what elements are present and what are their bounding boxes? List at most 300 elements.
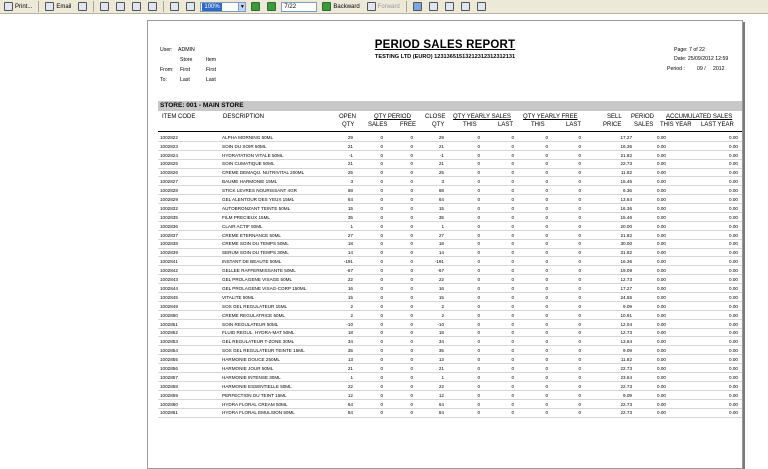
cell-price: 12.73	[620, 277, 632, 283]
disk-icon	[445, 2, 454, 11]
cell-acc-this: 0.00	[729, 392, 738, 398]
cell-yf-last: 0	[578, 303, 581, 309]
cell-price: 21.82	[620, 232, 632, 238]
open-button[interactable]	[427, 1, 440, 13]
cell-sales: 0	[380, 134, 383, 140]
cell-acc-this: 0.00	[729, 303, 738, 309]
zoom-out-button[interactable]	[184, 1, 197, 13]
cell-acc-this: 0.00	[729, 223, 738, 229]
cell-ys-this: 0	[477, 143, 480, 149]
cell-desc: HARMONIE INTENSE 30ML	[222, 374, 281, 380]
cell-open: 22	[347, 383, 353, 389]
arrow-down-icon	[267, 2, 276, 11]
cell-desc: CREME ETERNANCE 50ML	[222, 232, 281, 238]
cell-sales: 0	[380, 392, 383, 398]
cell-period: 0.00	[657, 374, 666, 380]
cell-ys-this: 0	[477, 303, 480, 309]
cell-desc: HYDRA FLORAL CREAM 50ML	[222, 401, 288, 407]
table-row	[158, 222, 742, 231]
cell-yf-last: 0	[578, 143, 581, 149]
cell-ys-last: 0	[511, 321, 514, 327]
cell-sales: 0	[380, 348, 383, 354]
cell-open: 64	[347, 401, 353, 407]
cell-yf-last: 0	[578, 339, 581, 345]
toolbar-separator	[93, 1, 94, 12]
cell-free: 0	[410, 250, 413, 256]
cell-free: 0	[410, 179, 413, 185]
cell-yf-this: 0	[545, 268, 548, 274]
cell-code: 1002857	[160, 374, 178, 380]
cell-open: 2	[350, 303, 353, 309]
cell-ys-last: 0	[511, 383, 514, 389]
cell-price: 17.27	[620, 285, 632, 291]
cell-close: 68	[438, 188, 444, 194]
cell-price: 9.09	[623, 348, 632, 354]
cell-desc: INSTANT DE BEAUTE 50ML	[222, 259, 282, 265]
table-row	[158, 160, 742, 169]
cell-ys-this: 0	[477, 277, 480, 283]
cell-open: 34	[347, 339, 353, 345]
cell-period: 0.00	[657, 161, 666, 167]
cell-period: 0.00	[657, 250, 666, 256]
cell-close: 64	[438, 401, 444, 407]
cell-code: 1002827	[160, 179, 178, 185]
cell-code: 1002826	[160, 170, 178, 176]
cell-yf-this: 0	[545, 374, 548, 380]
cell-free: 0	[410, 152, 413, 158]
cell-open: 22	[347, 277, 353, 283]
cell-period: 0.00	[657, 268, 666, 274]
cell-yf-this: 0	[545, 294, 548, 300]
table-row	[158, 346, 742, 355]
cell-open: 68	[347, 188, 353, 194]
table-row	[158, 275, 742, 284]
cell-free: 0	[410, 383, 413, 389]
cell-acc-this: 0.00	[729, 339, 738, 345]
cell-sales: 0	[380, 339, 383, 345]
cell-yf-this: 0	[545, 401, 548, 407]
cell-sales: 0	[380, 312, 383, 318]
cell-ys-this: 0	[477, 179, 480, 185]
table-row	[158, 355, 742, 364]
cell-ys-this: 0	[477, 241, 480, 247]
cell-desc: SERUM SOIN DU TEMPS 30ML	[222, 250, 289, 256]
cell-free: 0	[410, 321, 413, 327]
cell-free: 0	[410, 303, 413, 309]
cell-acc-this: 0.00	[729, 330, 738, 336]
cell-ys-this: 0	[477, 259, 480, 265]
cell-open: 21	[347, 143, 353, 149]
cell-ys-this: 0	[477, 268, 480, 274]
cell-ys-this: 0	[477, 383, 480, 389]
backward-button[interactable]: Backward	[320, 1, 361, 13]
cell-period: 0.00	[657, 134, 666, 140]
cell-ys-last: 0	[511, 241, 514, 247]
whole-page-button[interactable]	[114, 1, 127, 13]
cell-ys-this: 0	[477, 223, 480, 229]
cell-price: 15.46	[620, 179, 632, 185]
cell-yf-last: 0	[578, 205, 581, 211]
cell-code: 1002852	[160, 330, 178, 336]
cell-code: 1002845	[160, 294, 178, 300]
cell-desc: GEL PROLAGENE VISAGE 50ML	[222, 277, 293, 283]
cell-free: 0	[410, 232, 413, 238]
refresh-icon	[413, 2, 422, 11]
table-row	[158, 302, 742, 311]
cell-close: 64	[438, 197, 444, 203]
cell-yf-this: 0	[545, 312, 548, 318]
cell-code: 1002824	[160, 152, 178, 158]
cell-code: 1002823	[160, 143, 178, 149]
zoom-in-icon	[170, 2, 179, 11]
cell-yf-this: 0	[545, 383, 548, 389]
cell-ys-last: 0	[511, 392, 514, 398]
previous-page-button[interactable]	[249, 1, 262, 13]
cell-yf-last: 0	[578, 170, 581, 176]
cell-ys-last: 0	[511, 205, 514, 211]
print-button[interactable]: Print...	[2, 1, 34, 13]
cell-period: 0.00	[657, 294, 666, 300]
cell-close: 15	[438, 294, 444, 300]
cell-ys-this: 0	[477, 134, 480, 140]
cell-ys-this: 0	[477, 205, 480, 211]
cell-ys-this: 0	[477, 401, 480, 407]
cell-ys-last: 0	[511, 410, 514, 416]
page-width-icon	[100, 2, 109, 11]
cell-code: 1002851	[160, 321, 178, 327]
cell-free: 0	[410, 214, 413, 220]
cell-yf-this: 0	[545, 277, 548, 283]
cell-yf-this: 0	[545, 303, 548, 309]
cell-period: 0.00	[657, 197, 666, 203]
zoom-in-button[interactable]	[168, 1, 181, 13]
table-row	[158, 204, 742, 213]
cell-sales: 0	[380, 179, 383, 185]
cell-acc-this: 0.00	[729, 232, 738, 238]
cell-yf-last: 0	[578, 250, 581, 256]
cell-ys-this: 0	[477, 152, 480, 158]
cell-code: 1002860	[160, 401, 178, 407]
cell-sales: 0	[380, 205, 383, 211]
toolbar-separator	[38, 1, 39, 12]
cell-ys-last: 0	[511, 374, 514, 380]
cell-price: 13.64	[620, 339, 632, 345]
cell-sales: 0	[380, 410, 383, 416]
cell-close: 35	[438, 348, 444, 354]
cell-yf-this: 0	[545, 152, 548, 158]
cell-free: 0	[410, 268, 413, 274]
cell-open: 84	[347, 410, 353, 416]
cell-ys-last: 0	[511, 339, 514, 345]
cell-yf-this: 0	[545, 330, 548, 336]
cell-ys-last: 0	[511, 303, 514, 309]
cell-code: 1002838	[160, 241, 178, 247]
cell-sales: 0	[380, 321, 383, 327]
cell-open: 15	[347, 205, 353, 211]
cell-code: 1002850	[160, 312, 178, 318]
cell-price: 12.04	[620, 321, 632, 327]
cell-price: 22.73	[620, 410, 632, 416]
refresh-button[interactable]	[411, 1, 424, 13]
cell-free: 0	[410, 143, 413, 149]
table-row	[158, 186, 742, 195]
cell-sales: 0	[380, 161, 383, 167]
cell-ys-last: 0	[511, 232, 514, 238]
back-arrow-icon	[322, 2, 331, 11]
cell-close: 2	[441, 312, 444, 318]
cell-acc-this: 0.00	[729, 277, 738, 283]
table-row	[158, 320, 742, 329]
cell-yf-last: 0	[578, 383, 581, 389]
cell-code: 1002854	[160, 348, 178, 354]
cell-yf-this: 0	[545, 197, 548, 203]
folder-icon	[429, 2, 438, 11]
cell-price: 31.82	[620, 250, 632, 256]
cell-desc: FLUID REGUL. HYDRA-MAT 50ML	[222, 330, 295, 336]
cell-desc: AUTOBRONZANT TEINTE 50ML	[222, 205, 291, 211]
two-pages-button[interactable]	[130, 1, 143, 13]
cell-open: 29	[347, 134, 353, 140]
table-row	[158, 249, 742, 258]
forward-button[interactable]: Forward	[365, 1, 402, 13]
cell-period: 0.00	[657, 214, 666, 220]
table-row	[158, 284, 742, 293]
cell-sales: 0	[380, 214, 383, 220]
cell-open: -10	[346, 321, 353, 327]
cell-desc: SOIN DU SOIR 50ML	[222, 143, 267, 149]
cell-code: 1002837	[160, 232, 178, 238]
cell-code: 1002844	[160, 285, 178, 291]
cell-desc: SOS GEL REGULATEUR TEINTE 15ML	[222, 348, 305, 354]
cell-yf-this: 0	[545, 214, 548, 220]
cell-close: 25	[438, 170, 444, 176]
cell-close: 21	[438, 161, 444, 167]
cell-yf-this: 0	[545, 285, 548, 291]
cell-sales: 0	[380, 285, 383, 291]
table-row	[158, 213, 742, 222]
cell-yf-last: 0	[578, 330, 581, 336]
cell-sales: 0	[380, 294, 383, 300]
cell-free: 0	[410, 312, 413, 318]
cell-yf-last: 0	[578, 134, 581, 140]
cell-close: 84	[438, 410, 444, 416]
cell-acc-this: 0.00	[729, 312, 738, 318]
report-rows	[158, 133, 742, 418]
cell-acc-this: 0.00	[729, 143, 738, 149]
cell-period: 0.00	[657, 259, 666, 265]
cell-acc-this: 0.00	[729, 348, 738, 354]
cell-free: 0	[410, 205, 413, 211]
cell-yf-this: 0	[545, 365, 548, 371]
cell-yf-this: 0	[545, 410, 548, 416]
cell-desc: HARMONIE ESSENTIELLE 50ML	[222, 383, 292, 389]
cell-sales: 0	[380, 188, 383, 194]
cell-open: 14	[347, 250, 353, 256]
cell-code: 1002855	[160, 357, 178, 363]
cell-period: 0.00	[657, 303, 666, 309]
cell-ys-this: 0	[477, 214, 480, 220]
cell-period: 0.00	[657, 285, 666, 291]
cell-period: 0.00	[657, 392, 666, 398]
cell-acc-this: 0.00	[729, 179, 738, 185]
cell-period: 0.00	[657, 277, 666, 283]
cell-yf-last: 0	[578, 294, 581, 300]
forward-arrow-icon	[367, 2, 376, 11]
cell-code: 1002849	[160, 303, 178, 309]
cell-acc-this: 0.00	[729, 161, 738, 167]
cell-yf-this: 0	[545, 259, 548, 265]
cell-close: 1	[441, 374, 444, 380]
cell-yf-last: 0	[578, 232, 581, 238]
cell-ys-last: 0	[511, 179, 514, 185]
export-button[interactable]	[459, 1, 472, 13]
cell-ys-last: 0	[511, 330, 514, 336]
cell-open: 21	[347, 365, 353, 371]
table-row	[158, 257, 742, 266]
cell-acc-this: 0.00	[729, 170, 738, 176]
cell-acc-this: 0.00	[729, 321, 738, 327]
cell-sales: 0	[380, 250, 383, 256]
report-page: User: ADMIN Store Item From: First First To: Last Last PERIOD SALES REPORT TESTING LTD (EURO) 12313651513212312312312131 Page: 7 of 22 Date: 25/09/2012 12:59 Period : 09 / 2012 STORE: 001 - MAIN STORE ITEM CODE DESCRIPTION OPEN QTY QTY PERIOD SALES FREE CLOSE QTY QTY YEARLY SALES THIS LAST QTY YEARLY FREE THIS LAST SELL PRICE PERIOD SALES ACCUMULATED SALES THIS YEAR LAST YEAR 1002822 ALPHA MORNING 50ML 29 0 0 29 0 0 0 0 17.27 0.00 0.00 1002823 SOIN DU SOIR 50ML 21 0 0 21 0 0 0 0 16.36 0.00 0.00 1002824 HYDRATATION VITALE 50ML -1 0 0 -1 0 0 0 0 21.82 0.00 0.00 1002825 SOIN CUMATIQUE 50ML 21 0 0 21 0 0 0 0 22.73 0.00 0.00 1002826 CREME DEMAQU. NUTRIVITAL 200ML 25 0 0 25 0 0 0 0 11.82 0.00 0.00 1002827 BAUME HARMONIE 15ML 3 0 0 3 0 0 0 0 15.46 0.00 0.00 1002828 STICK LEVRES NOURISSANT 4GR 68 0 0 68 0 0 0 0 6.36 0.00 0.00 1002829 GEL ALENTOUR DES YEUX 15ML 64 0 0 64 0 0 0 0 13.64 0.00 0.00 1002832 AUTOBRONZANT TEINTE 50ML 15 0 0 15 0 0 0 0 16.36 0.00 0.00 1002835 FILM PRECIEUX 15ML 35 0 0 35 0 0 0 0 15.46 0.00 0.00 1002836 CLAIR ACTIF 50ML 1 0 0 1 0 0 0 0 20.00 0.00 0.00 1002837 CREME ETERNANCE 50ML 27 0 0 27 0 0 0 0 21.82 0.00 0.00 1002838 CREME SOIN DU TEMPS 50ML 18 0 0 18 0 0 0 0 30.00 0.00 0.00 1002839 SERUM SOIN DU TEMPS 30ML 14 0 0 14 0 0 0 0 31.82 0.00 0.00 1002841 INSTANT DE BEAUTE 50ML -191 0 0 -191 0 0 0 0 16.36 0.00 0.00 1002842 GELLEE RAFFERMISSANTE 50ML -67 0 0 -67 0 0 0 0 19.09 0.00 0.00 1002843 GEL PROLAGENE VISAGE 50ML 22 0 0 22 0 0 0 0 12.73 0.00 0.00 1002844 GEL PROLAGENE VISAG-CORP 150ML 16 0 0 16 0 0 0 0 17.27 0.00 0.00 1002845 VITALITE 50ML 15 0 0 15 0 0 0 0 24.55 0.00 0.00 1002849 SOS GEL REGULATEUR 15ML 2 0 0 2 0 0 0 0 9.09 0.00 0.00 1002850 CREME REGULATRICE 50ML 2 0 0 2 0 0 0 0 10.91 0.00 0.00 1002851 SOIN REGULATEUR 50ML -10 0 0 -10 0 0 0 0 12.04 0.00 0.00 1002852 FLUID REGUL. HYDRA-MAT 50ML 18 0 0 18 0 0 0 0 12.73 0.00 0.00 1002853 GEL REGULATEUR T-ZONE 30ML 34 0 0 34 0 0 0 0 13.64 0.00 0.00 1002854 SOS GEL REGULATEUR TEINTE 15ML 35 0 0 35 0 0 0 0 9.09 0.00 0.00 1002855 HARMONIE DOUCE 250ML 13 0 0 13 0 0 0 0 11.82 0.00 0.00 1002856 HARMONIE JOUR 50ML 21 0 0 21 0 0 0 0 22.73 0.00 0.00 1002857 HARMONIE INTENSE 30ML 1 0 0 1 0 0 0 0 23.64 0.00 0.00 1002858 HARMONIE ESSENTIELLE 50ML 22 0 0 22 0 0 0 0 22.73 0.00 0.00 1002859 PERFECTION DU TEINT 15ML 12 0 0 12 0 0 0 0 9.09 0.00 0.00 1002860 HYDRA FLORAL CREAM 50ML 64 0 0 64 0 0 0 0 22.73 0.00 0.00 1002861 HYDRA FLORAL EMULSION 50ML 84 0 0 84 0 0 0 0 22.73 0.00 0.00	[147, 20, 743, 469]
cell-desc: CLAIR ACTIF 50ML	[222, 223, 263, 229]
cell-price: 24.55	[620, 294, 632, 300]
cell-yf-this: 0	[545, 179, 548, 185]
cell-price: 9.09	[623, 303, 632, 309]
zoom-select[interactable]: 100% ▼	[200, 2, 246, 12]
cell-code: 1002839	[160, 250, 178, 256]
cell-yf-this: 0	[545, 223, 548, 229]
table-row	[158, 195, 742, 204]
four-pages-button[interactable]	[146, 1, 159, 13]
cell-open: 15	[347, 294, 353, 300]
cell-code: 1002832	[160, 205, 178, 211]
cell-yf-last: 0	[578, 321, 581, 327]
copy-button[interactable]	[76, 1, 89, 13]
cell-price: 22.73	[620, 401, 632, 407]
cell-yf-last: 0	[578, 277, 581, 283]
cell-acc-this: 0.00	[729, 357, 738, 363]
cell-ys-last: 0	[511, 401, 514, 407]
four-pages-icon	[148, 2, 157, 11]
envelope-icon	[45, 2, 54, 11]
cell-price: 20.00	[620, 223, 632, 229]
cell-period: 0.00	[657, 188, 666, 194]
table-row	[158, 293, 742, 302]
export-icon	[461, 2, 470, 11]
cell-ys-last: 0	[511, 277, 514, 283]
cell-ys-this: 0	[477, 285, 480, 291]
table-row	[158, 382, 742, 391]
cell-ys-this: 0	[477, 188, 480, 194]
cell-yf-last: 0	[578, 401, 581, 407]
page-number-input[interactable]: 7/22	[281, 2, 317, 12]
cell-yf-this: 0	[545, 161, 548, 167]
cell-close: 16	[438, 285, 444, 291]
cell-sales: 0	[380, 152, 383, 158]
cell-sales: 0	[380, 365, 383, 371]
cell-acc-this: 0.00	[729, 268, 738, 274]
cell-acc-this: 0.00	[729, 285, 738, 291]
cell-acc-this: 0.00	[729, 214, 738, 220]
cell-desc: SOIN CUMATIQUE 50ML	[222, 161, 275, 167]
cell-desc: GELLEE RAFFERMISSANTE 50ML	[222, 268, 296, 274]
cell-close: 18	[438, 241, 444, 247]
cell-price: 30.00	[620, 241, 632, 247]
cell-sales: 0	[380, 241, 383, 247]
cell-acc-this: 0.00	[729, 250, 738, 256]
cell-ys-last: 0	[511, 197, 514, 203]
cell-yf-last: 0	[578, 268, 581, 274]
whole-page-icon	[116, 2, 125, 11]
email-button[interactable]: Email	[43, 1, 73, 13]
cell-close: 3	[441, 179, 444, 185]
exit-icon	[477, 2, 486, 11]
cell-period: 0.00	[657, 365, 666, 371]
cell-close: 13	[438, 357, 444, 363]
cell-code: 1002829	[160, 197, 178, 203]
cell-close: 2	[441, 303, 444, 309]
table-row	[158, 266, 742, 275]
cell-yf-last: 0	[578, 152, 581, 158]
cell-code: 1002843	[160, 277, 178, 283]
cell-ys-last: 0	[511, 250, 514, 256]
chevron-down-icon: ▼	[239, 3, 245, 10]
cell-close: 15	[438, 205, 444, 211]
cell-close: 22	[438, 383, 444, 389]
cell-close: 34	[438, 339, 444, 345]
store-section-header: STORE: 001 - MAIN STORE	[158, 101, 742, 111]
close-button[interactable]	[475, 1, 488, 13]
cell-ys-this: 0	[477, 232, 480, 238]
table-row	[158, 133, 742, 142]
cell-ys-this: 0	[477, 312, 480, 318]
cell-free: 0	[410, 134, 413, 140]
cell-ys-last: 0	[511, 152, 514, 158]
cell-open: 12	[347, 392, 353, 398]
table-row	[158, 400, 742, 409]
cell-code: 1002841	[160, 259, 178, 265]
copy-icon	[78, 2, 87, 11]
cell-code: 1002856	[160, 365, 178, 371]
company-name: TESTING LTD (EURO) 12313651513212312312312131	[374, 54, 516, 60]
cell-sales: 0	[380, 232, 383, 238]
cell-free: 0	[410, 161, 413, 167]
cell-ys-last: 0	[511, 268, 514, 274]
arrow-up-icon	[251, 2, 260, 11]
cell-close: 29	[438, 134, 444, 140]
save-button[interactable]	[443, 1, 456, 13]
cell-free: 0	[410, 365, 413, 371]
cell-acc-this: 0.00	[729, 152, 738, 158]
cell-period: 0.00	[657, 312, 666, 318]
cell-ys-last: 0	[511, 143, 514, 149]
cell-ys-this: 0	[477, 170, 480, 176]
cell-price: 15.46	[620, 214, 632, 220]
cell-ys-last: 0	[511, 294, 514, 300]
table-row	[158, 329, 742, 338]
cell-desc: CREME SOIN DU TEMPS 50ML	[222, 241, 289, 247]
cell-desc: ALPHA MORNING 50ML	[222, 134, 274, 140]
page-width-button[interactable]	[98, 1, 111, 13]
cell-code: 1002822	[160, 134, 178, 140]
cell-close: -191	[434, 259, 444, 265]
cell-ys-last: 0	[511, 365, 514, 371]
cell-desc: SOIN REGULATEUR 50ML	[222, 321, 279, 327]
next-page-button[interactable]	[265, 1, 278, 13]
cell-close: 21	[438, 143, 444, 149]
cell-price: 16.36	[620, 143, 632, 149]
cell-yf-last: 0	[578, 392, 581, 398]
